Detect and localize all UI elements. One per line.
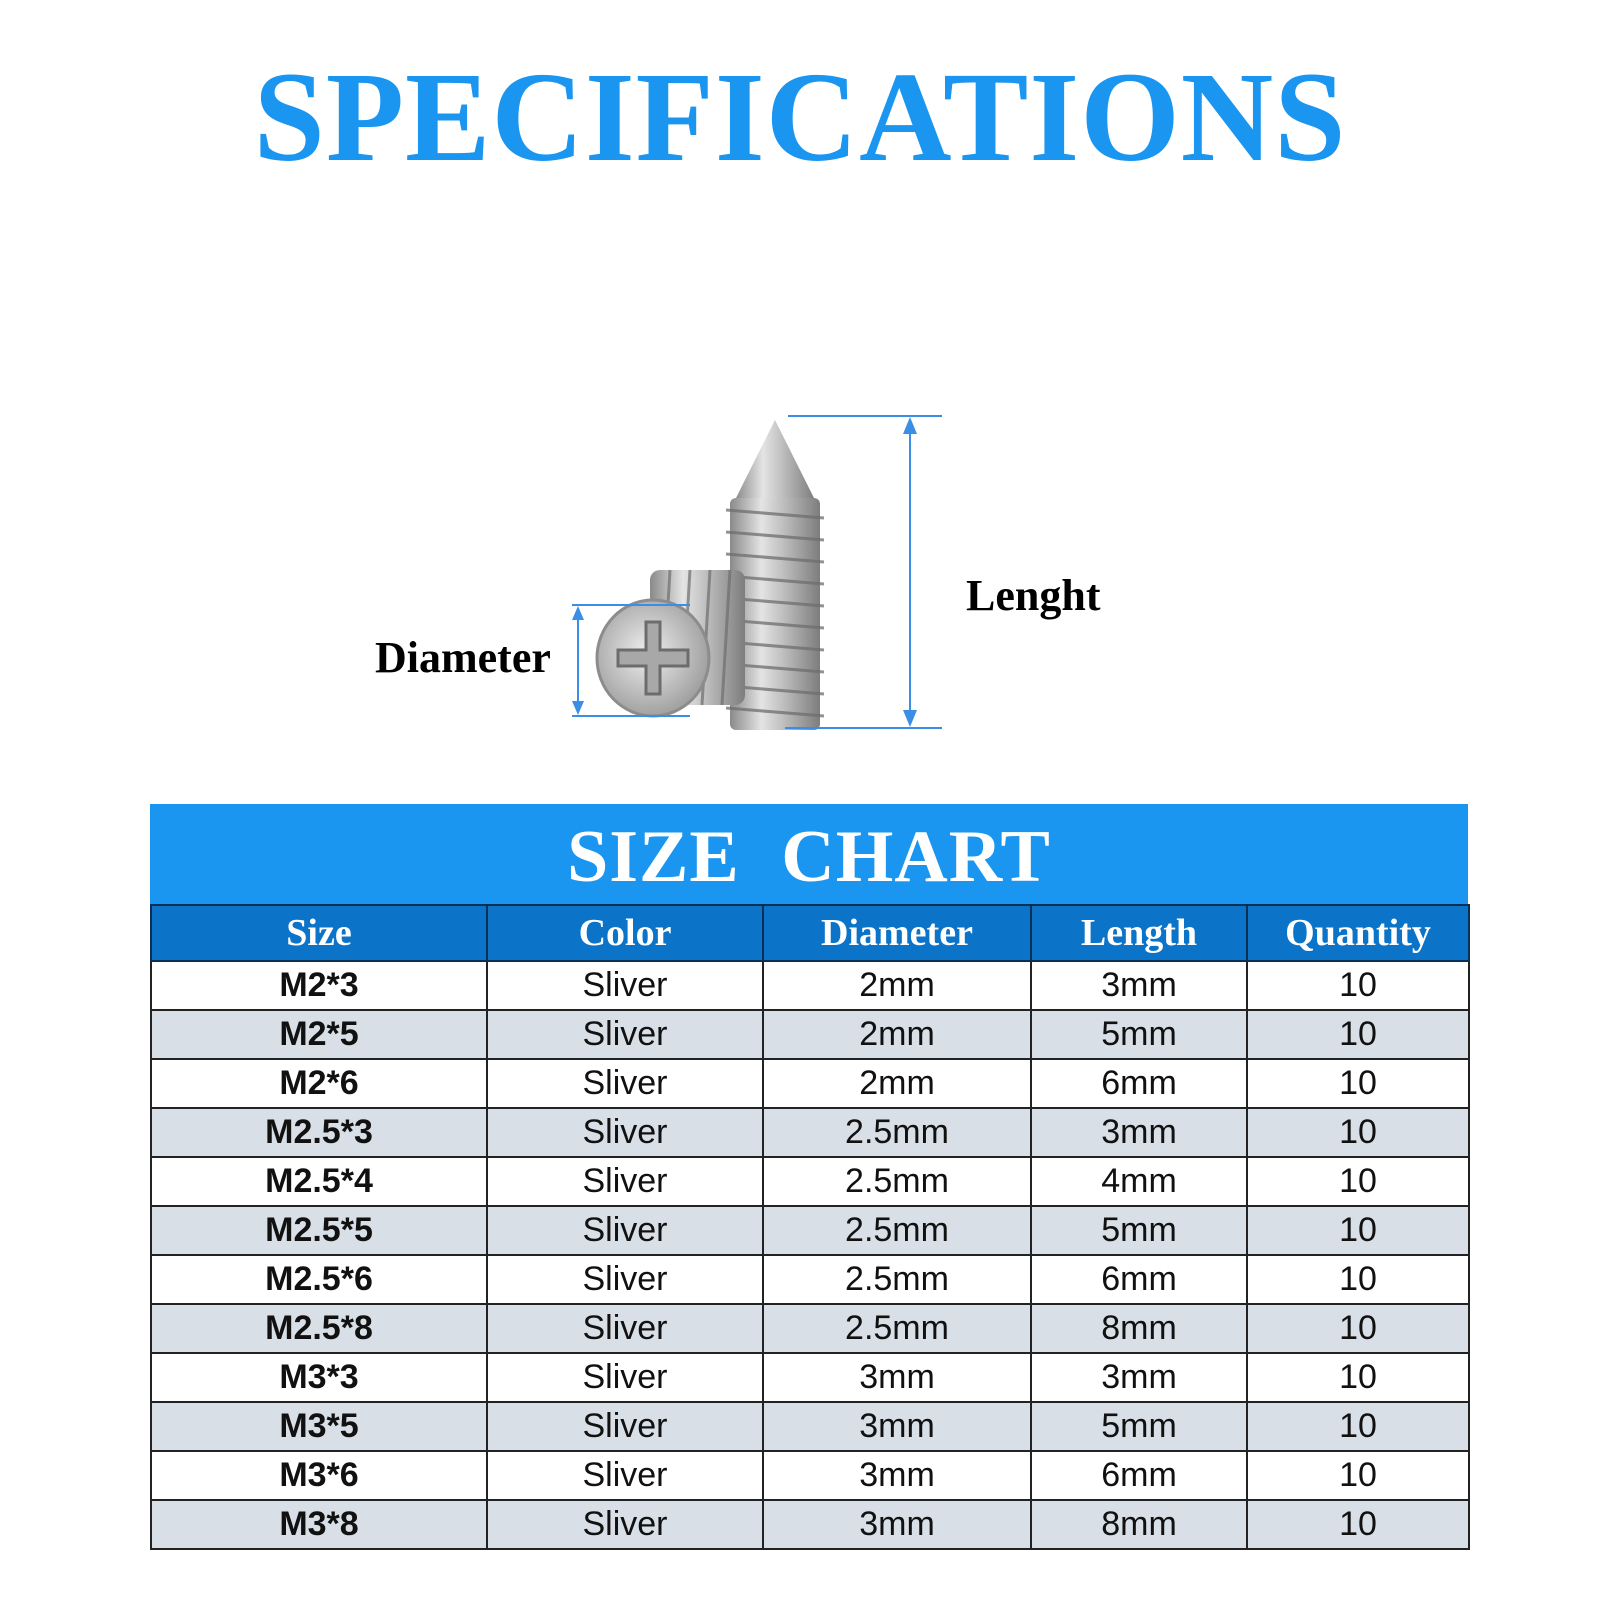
table-row xyxy=(151,961,1469,1010)
size-cell: M3*6 xyxy=(151,1451,487,1500)
size-chart xyxy=(150,804,1468,1550)
quantity-cell: 10 xyxy=(1247,1108,1469,1157)
diameter-cell: 2mm xyxy=(763,1059,1031,1108)
quantity-cell: 10 xyxy=(1247,1255,1469,1304)
color-cell: Sliver xyxy=(487,1402,763,1451)
color-cell: Sliver xyxy=(487,1500,763,1549)
quantity-cell: 10 xyxy=(1247,1451,1469,1500)
length-cell: 6mm xyxy=(1031,1255,1247,1304)
size-chart-title: SIZE CHART xyxy=(150,804,1468,904)
diameter-cell: 2.5mm xyxy=(763,1108,1031,1157)
size-cell: M2*5 xyxy=(151,1010,487,1059)
column-header-length: Length xyxy=(1031,905,1247,961)
length-cell: 3mm xyxy=(1031,1353,1247,1402)
product-diagram xyxy=(350,410,1150,760)
diameter-label: Diameter xyxy=(375,633,551,682)
table-header-row xyxy=(151,905,1469,961)
color-cell: Sliver xyxy=(487,961,763,1010)
quantity-cell: 10 xyxy=(1247,1353,1469,1402)
length-cell: 6mm xyxy=(1031,1059,1247,1108)
color-cell: Sliver xyxy=(487,1108,763,1157)
quantity-cell: 10 xyxy=(1247,1010,1469,1059)
size-cell: M2.5*5 xyxy=(151,1206,487,1255)
color-cell: Sliver xyxy=(487,1059,763,1108)
table-row xyxy=(151,1059,1469,1108)
size-cell: M3*3 xyxy=(151,1353,487,1402)
color-cell: Sliver xyxy=(487,1010,763,1059)
diameter-cell: 2.5mm xyxy=(763,1157,1031,1206)
diameter-cell: 3mm xyxy=(763,1402,1031,1451)
diameter-cell: 2.5mm xyxy=(763,1255,1031,1304)
length-cell: 5mm xyxy=(1031,1206,1247,1255)
length-cell: 3mm xyxy=(1031,1108,1247,1157)
table-row xyxy=(151,1255,1469,1304)
length-cell: 6mm xyxy=(1031,1451,1247,1500)
size-cell: M2*3 xyxy=(151,961,487,1010)
diameter-cell: 2mm xyxy=(763,1010,1031,1059)
size-cell: M2*6 xyxy=(151,1059,487,1108)
diameter-cell: 2.5mm xyxy=(763,1206,1031,1255)
diameter-cell: 2.5mm xyxy=(763,1304,1031,1353)
quantity-cell: 10 xyxy=(1247,1402,1469,1451)
size-table xyxy=(150,904,1470,1550)
table-row xyxy=(151,1451,1469,1500)
color-cell: Sliver xyxy=(487,1157,763,1206)
quantity-cell: 10 xyxy=(1247,1206,1469,1255)
diameter-cell: 3mm xyxy=(763,1500,1031,1549)
size-cell: M2.5*3 xyxy=(151,1108,487,1157)
length-cell: 4mm xyxy=(1031,1157,1247,1206)
quantity-cell: 10 xyxy=(1247,1157,1469,1206)
size-cell: M3*8 xyxy=(151,1500,487,1549)
quantity-cell: 10 xyxy=(1247,1059,1469,1108)
diameter-cell: 2mm xyxy=(763,961,1031,1010)
page-title: SPECIFICATIONS xyxy=(253,46,1347,188)
length-cell: 8mm xyxy=(1031,1304,1247,1353)
column-header-quantity: Quantity xyxy=(1247,905,1469,961)
table-row xyxy=(151,1500,1469,1549)
length-cell: 8mm xyxy=(1031,1500,1247,1549)
length-cell: 5mm xyxy=(1031,1402,1247,1451)
column-header-diameter: Diameter xyxy=(763,905,1031,961)
size-cell: M2.5*4 xyxy=(151,1157,487,1206)
quantity-cell: 10 xyxy=(1247,961,1469,1010)
table-row xyxy=(151,1108,1469,1157)
length-label: Lenght xyxy=(966,571,1101,620)
table-row xyxy=(151,1304,1469,1353)
size-cell: M3*5 xyxy=(151,1402,487,1451)
size-cell: M2.5*8 xyxy=(151,1304,487,1353)
diameter-cell: 3mm xyxy=(763,1451,1031,1500)
diameter-cell: 3mm xyxy=(763,1353,1031,1402)
length-cell: 3mm xyxy=(1031,961,1247,1010)
color-cell: Sliver xyxy=(487,1255,763,1304)
screw-tip xyxy=(735,420,815,500)
table-row xyxy=(151,1402,1469,1451)
table-row xyxy=(151,1010,1469,1059)
column-header-color: Color xyxy=(487,905,763,961)
color-cell: Sliver xyxy=(487,1304,763,1353)
color-cell: Sliver xyxy=(487,1451,763,1500)
color-cell: Sliver xyxy=(487,1206,763,1255)
quantity-cell: 10 xyxy=(1247,1500,1469,1549)
color-cell: Sliver xyxy=(487,1353,763,1402)
quantity-cell: 10 xyxy=(1247,1304,1469,1353)
table-row xyxy=(151,1206,1469,1255)
length-cell: 5mm xyxy=(1031,1010,1247,1059)
column-header-size: Size xyxy=(151,905,487,961)
size-cell: M2.5*6 xyxy=(151,1255,487,1304)
table-row xyxy=(151,1157,1469,1206)
table-row xyxy=(151,1353,1469,1402)
